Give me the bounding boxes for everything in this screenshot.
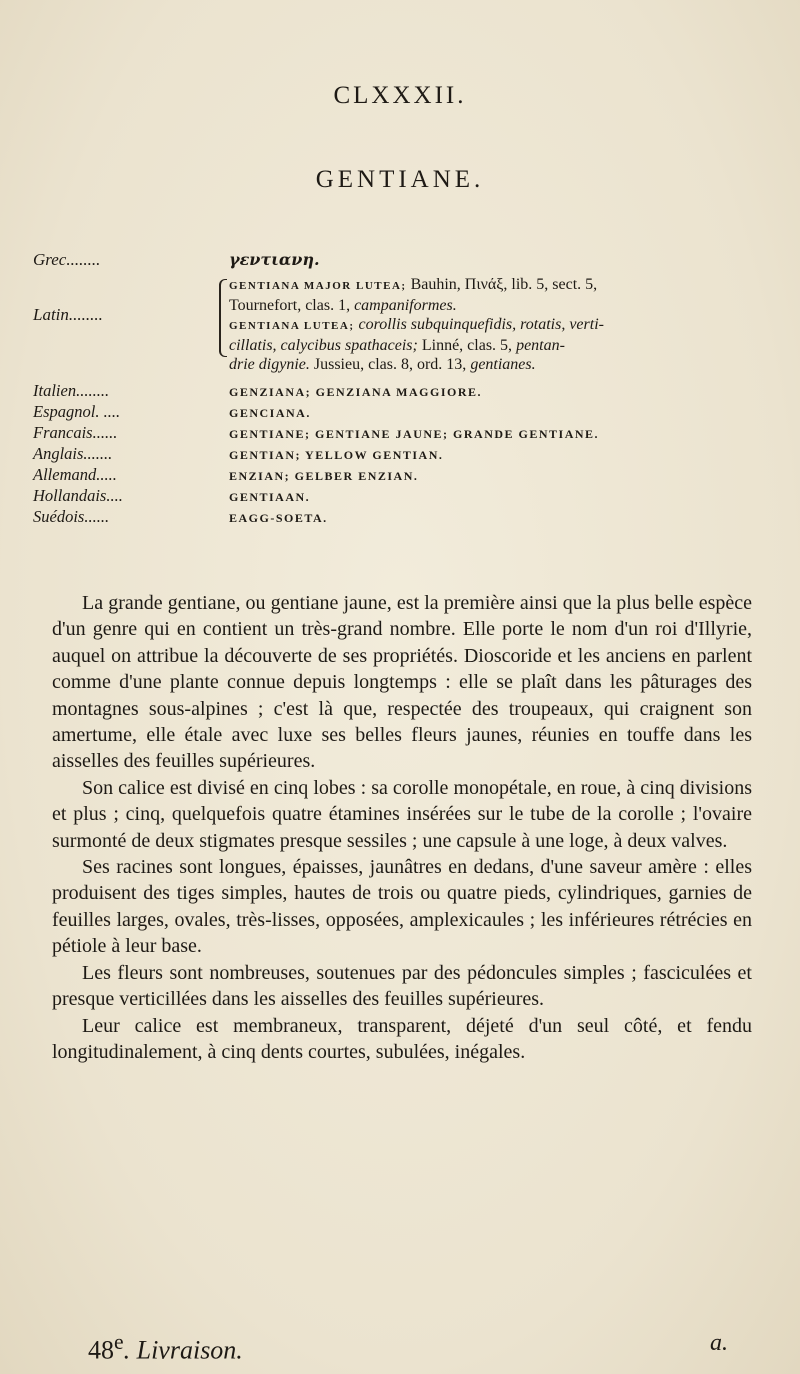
name-row-allemand bbox=[33, 466, 773, 487]
vernacular-names-table bbox=[33, 250, 773, 529]
latin-synonymy bbox=[229, 275, 773, 374]
language-label: Espagnol. .... bbox=[33, 402, 121, 421]
paragraph: Leur calice est membraneux, transparent, déjeté d'un seul côté, et fendu longitudinalement, à cinq dents courtes, subulées, inégales. bbox=[52, 1014, 752, 1063]
language-label: Hollandais.... bbox=[33, 486, 123, 505]
other-language-names bbox=[33, 382, 773, 529]
name-value: GENTIAN; YELLOW GENTIAN. bbox=[229, 448, 444, 462]
latin-line: GENTIANA LUTEA; corollis subquinquefidis, rotatis, verti- bbox=[229, 316, 604, 333]
paragraph: Les fleurs sont nombreuses, soutenues par des pédoncules simples ; fasciculées et presque verticillées dans les aisselles des feuilles supérieures. bbox=[52, 961, 752, 1011]
name-value: ENZIAN; GELBER ENZIAN. bbox=[229, 469, 419, 483]
language-label: Latin........ bbox=[33, 305, 103, 324]
name-value: GENCIANA. bbox=[229, 406, 311, 420]
name-row-italien bbox=[33, 382, 773, 403]
latin-line: drie digynie. Jussieu, clas. 8, ord. 13, gentianes. bbox=[229, 356, 536, 373]
language-label: Suédois...... bbox=[33, 507, 110, 526]
brace-mark bbox=[219, 279, 227, 357]
name-value: EAGG-SOETA. bbox=[229, 511, 328, 525]
paragraph: Son calice est divisé en cinq lobes : sa corolle monopétale, en roue, à cinq divisions et plus ; cinq, quelquefois quatre étamines insérées sur le tube de la corolle ; l'ovaire surmonté de deux stigmates presque sessiles ; une capsule à une loge, à deux valves. bbox=[52, 776, 752, 852]
latin-line: GENTIANA MAJOR LUTEA; Bauhin, Πινάξ, lib. 5, sect. 5, bbox=[229, 276, 598, 293]
name-row-anglais bbox=[33, 445, 773, 466]
plant-name-title: GENTIANE. bbox=[315, 166, 485, 193]
name-value: GENZIANA; GENZIANA MAGGIORE. bbox=[229, 385, 483, 399]
signature-mark: a. bbox=[710, 1330, 728, 1356]
latin-line: cillatis, calycibus spathaceis; Linné, clas. 5, pentan- bbox=[229, 337, 565, 354]
name-value: γεντιανη. bbox=[229, 250, 320, 269]
language-label: Grec........ bbox=[33, 250, 101, 269]
name-row-latin bbox=[33, 275, 773, 374]
livraison-number: 48 bbox=[88, 1335, 114, 1365]
language-label: Francais...... bbox=[33, 423, 118, 442]
language-label: Allemand..... bbox=[33, 465, 117, 484]
livraison-superscript: e bbox=[114, 1330, 124, 1354]
plate-number: CLXXXII. bbox=[333, 82, 467, 109]
name-row-francais bbox=[33, 424, 773, 445]
language-label: Anglais....... bbox=[33, 444, 113, 463]
description-text bbox=[52, 590, 752, 1065]
paragraph: Ses racines sont longues, épaisses, jaunâtres en dedans, d'une saveur amère : elles produisent des tiges simples, hautes de trois ou quatre pieds, cylindriques, garnies de feuilles larges, ovales, très-lisses, opposées, amplexicaules ; les inférieures rétrécies en pétiole à leur base. bbox=[52, 856, 752, 958]
name-row-hollandais bbox=[33, 487, 773, 508]
latin-line: Tournefort, clas. 1, campaniformes. bbox=[229, 297, 457, 314]
paragraph: La grande gentiane, ou gentiane jaune, est la première ainsi que la plus belle espèce d'un genre qui en contient un très-grand nombre. Elle porte le nom d'un roi d'Illyrie, auquel on attribue la découverte de ses propriétés. Dioscoride et les anciens en parlent comme d'une plante connue depuis longtemps : elle se plaît dans les pâturages des montagnes sous-alpines ; c'est là que, respectée des troupeaux, qui craignent son amertume, elle étale avec luxe ses belles fleurs jaunes, réunies en touffe dans les aisselles des feuilles supérieures. bbox=[52, 592, 752, 773]
language-label: Italien........ bbox=[33, 381, 110, 400]
name-value: GENTIAAN. bbox=[229, 490, 311, 504]
page-footer bbox=[88, 1330, 728, 1366]
name-row-suedois bbox=[33, 508, 773, 529]
name-value: GENTIANE; GENTIANE JAUNE; GRANDE GENTIANE. bbox=[229, 427, 600, 441]
name-row-grec bbox=[33, 250, 773, 271]
livraison-label: . Livraison. bbox=[123, 1335, 243, 1365]
name-row-espagnol bbox=[33, 403, 773, 424]
